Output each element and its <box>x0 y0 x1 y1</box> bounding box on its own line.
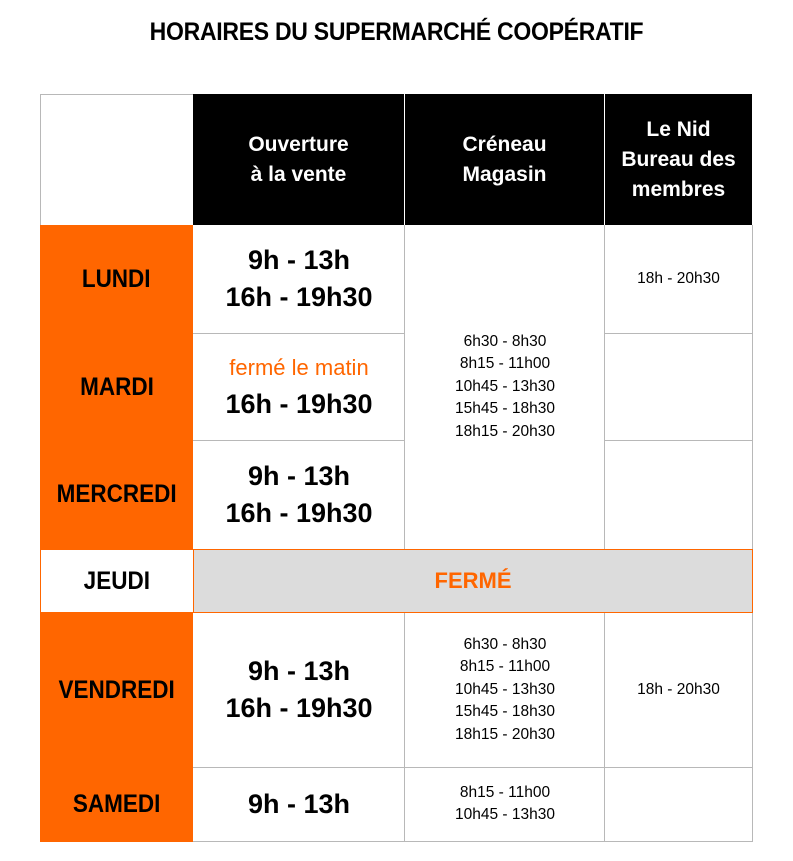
header-opening: Ouverture à la vente <box>193 94 404 225</box>
day-jeudi: JEUDI <box>40 549 193 613</box>
page-title: HORAIRES DU SUPERMARCHÉ COOPÉRATIF <box>149 18 644 46</box>
opening-mercredi: 9h - 13h 16h - 19h30 <box>225 460 373 528</box>
nest-mercredi <box>604 440 753 549</box>
store-slots-samedi: 8h15 - 11h00 10h45 - 13h30 <box>404 767 605 842</box>
store-slots-vendredi: 6h30 - 8h30 8h15 - 11h00 10h45 - 13h30 15h45 - 18h30 18h15 - 20h30 <box>404 613 605 768</box>
day-samedi: SAMEDI <box>40 767 193 842</box>
closed-label: FERMÉ <box>434 568 512 593</box>
closed-morning-note: fermé le matin <box>229 355 369 380</box>
day-mercredi: MERCREDI <box>40 440 193 549</box>
header-nest: Le Nid Bureau des membres <box>605 94 752 225</box>
nest-vendredi: 18h - 20h30 <box>604 613 753 768</box>
header-store-slot: Créneau Magasin <box>405 94 604 225</box>
store-slots-mon-wed: 6h30 - 8h30 8h15 - 11h00 10h45 - 13h30 15h45 - 18h30 18h15 - 20h30 <box>404 225 605 549</box>
day-vendredi: VENDREDI <box>40 613 193 768</box>
nest-mardi <box>604 333 753 441</box>
opening-lundi: 9h - 13h 16h - 19h30 <box>193 225 405 334</box>
day-mardi: MARDI <box>40 333 193 441</box>
corner-cell <box>40 94 193 225</box>
opening-mardi: fermé le matin 16h - 19h30 <box>193 333 405 441</box>
opening-vendredi: 9h - 13h 16h - 19h30 <box>193 613 405 768</box>
nest-samedi <box>604 767 753 842</box>
nest-lundi: 18h - 20h30 <box>604 225 753 334</box>
day-lundi: LUNDI <box>40 225 193 333</box>
opening-samedi: 9h - 13h <box>193 767 405 842</box>
jeudi-closed-row <box>193 549 753 613</box>
